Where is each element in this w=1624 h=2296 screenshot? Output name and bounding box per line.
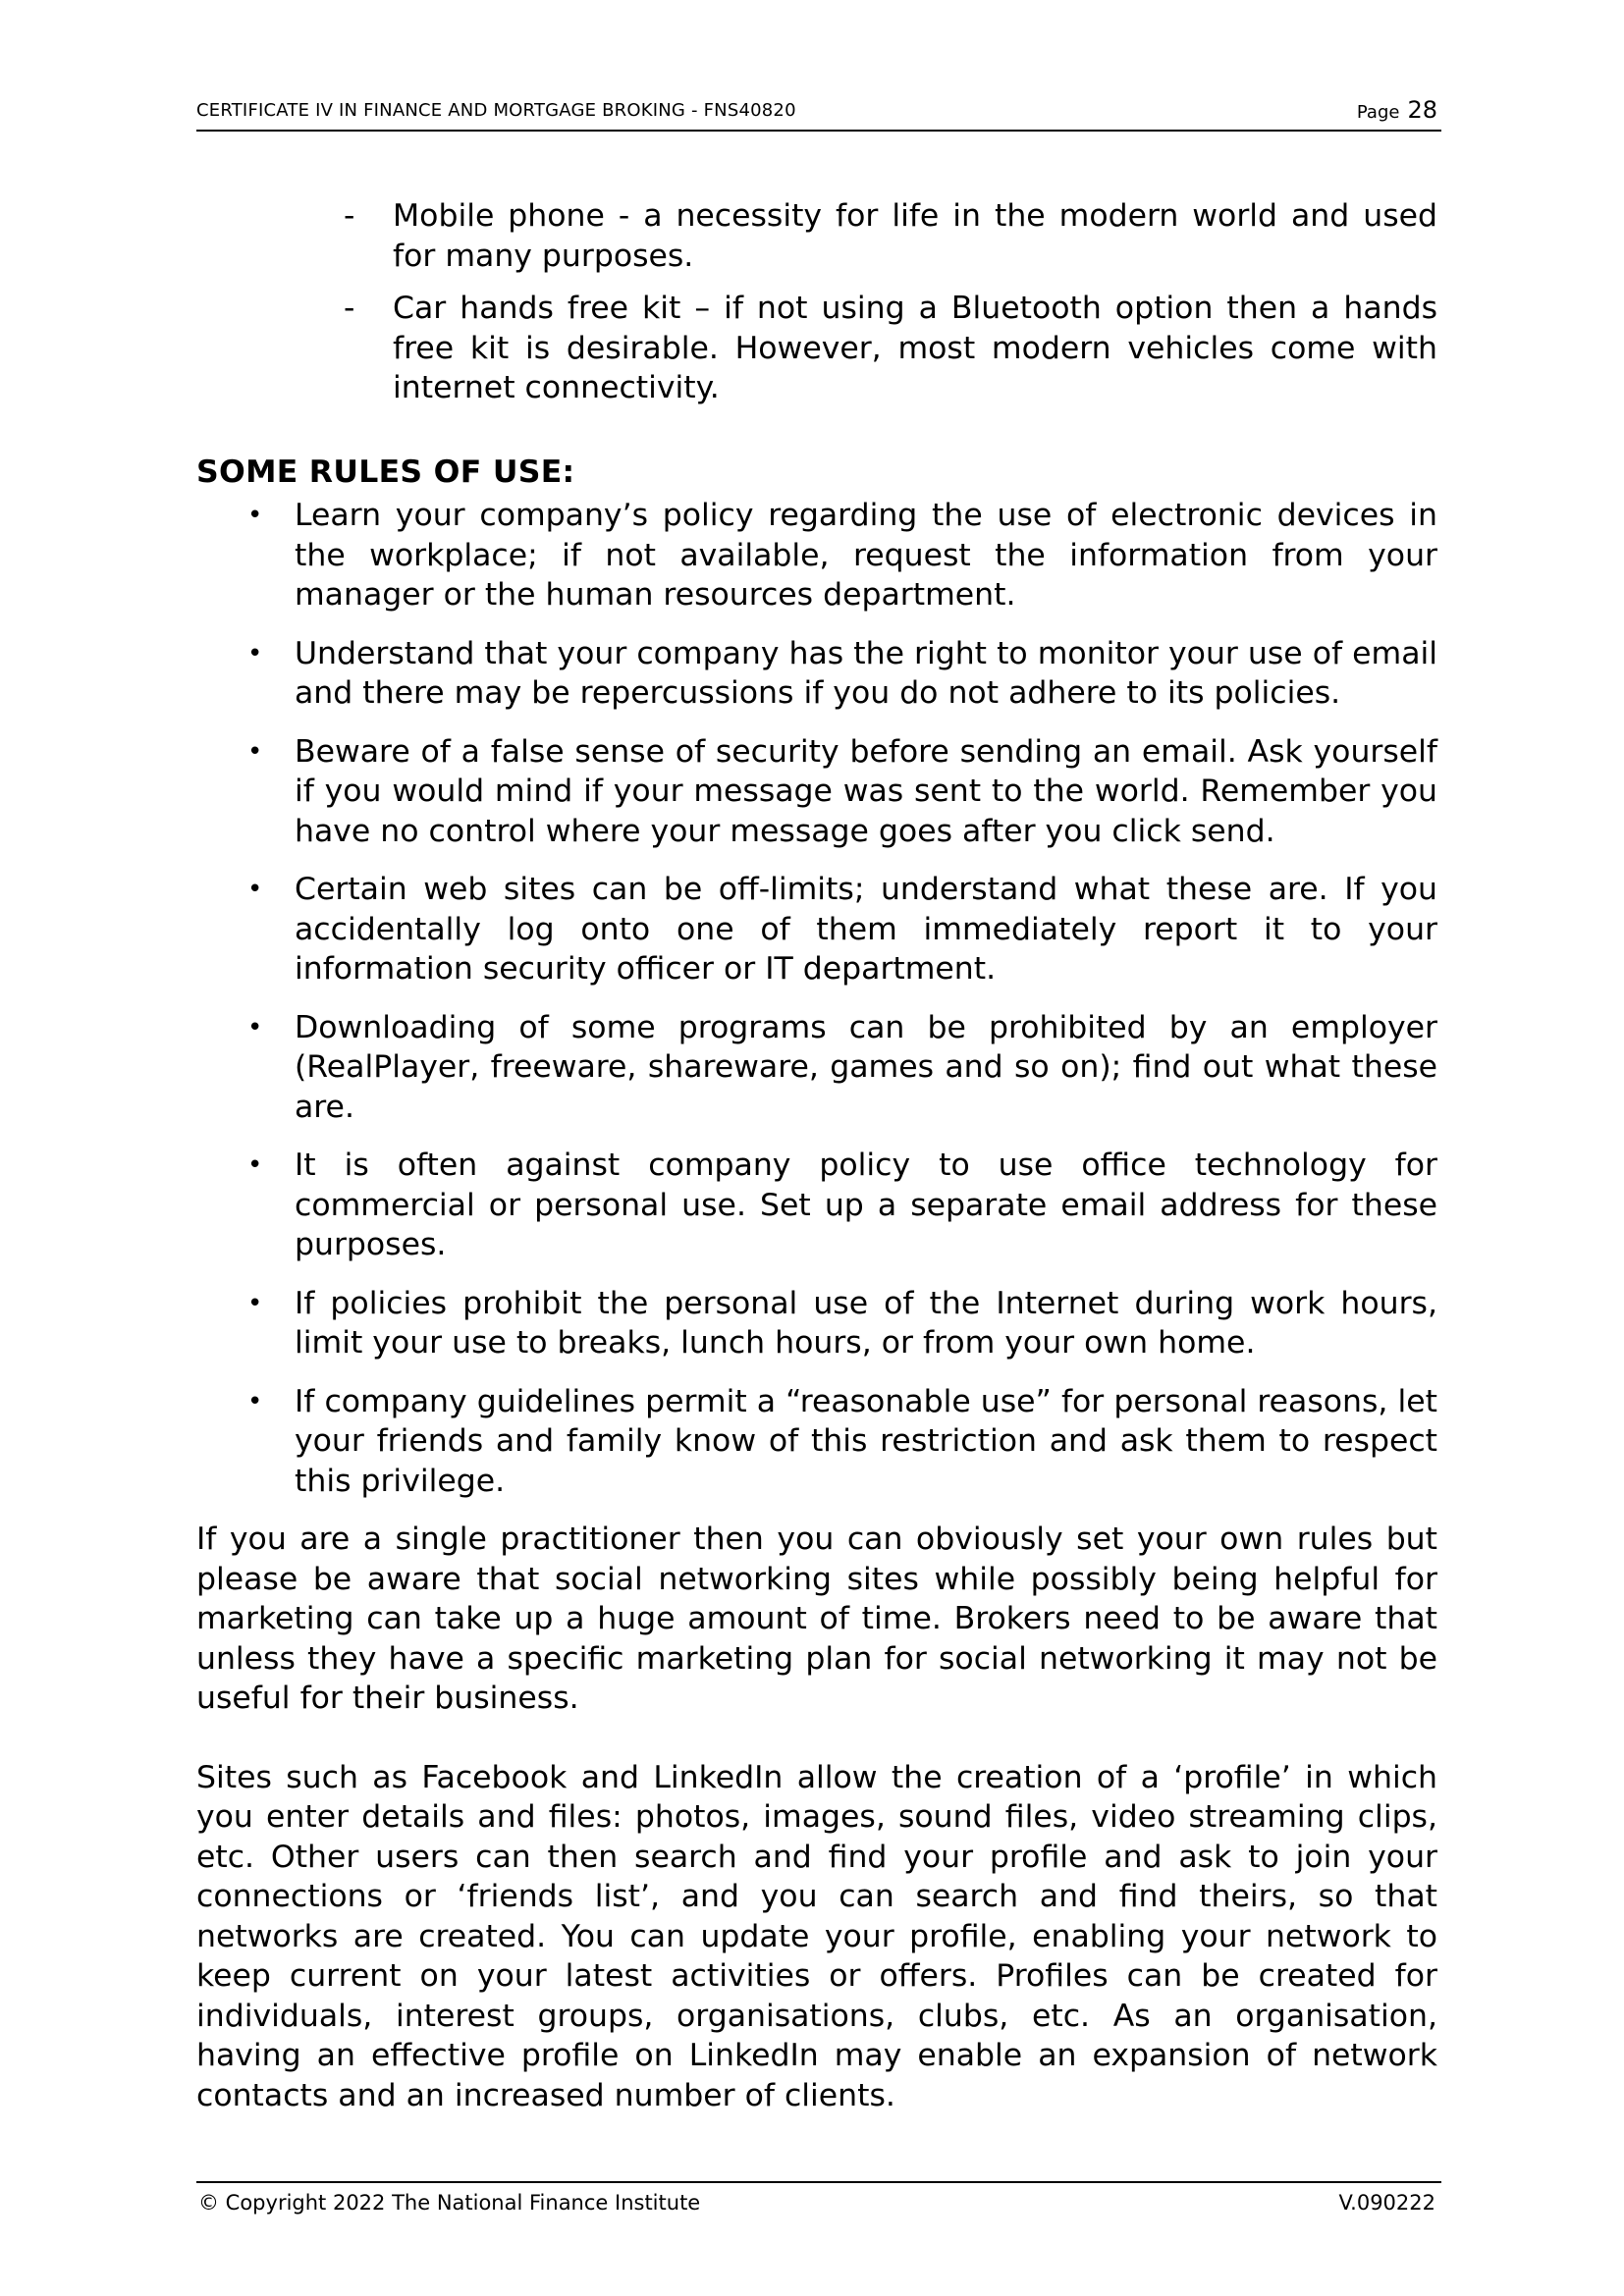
rules-list-item [196,1008,1437,1128]
page-number: 28 [1407,96,1437,124]
rule-text: Understand that your company has the right to monitor your use of email and there may be repercussions if you do not adhere to its policies. [295,635,1437,711]
section-heading: SOME RULES OF USE: [196,454,575,490]
bullet-marker: • [247,1386,263,1416]
rule-text: Learn your company’s policy regarding the use of electronic devices in the workplace; if not available, request the information from your manager or the human resources department. [295,498,1437,613]
page-label: Page [1356,102,1400,123]
dash-item-text: Mobile phone - a necessity for life in the modern world and used for many purposes. [393,198,1437,274]
page-header [196,96,1441,132]
rules-list-item [196,732,1437,852]
dash-item-text: Car hands free kit – if not using a Bluetooth option then a hands free kit is desirable. However, most modern vehicles come with internet connectivity. [393,291,1437,405]
rule-text: If company guidelines permit a “reasonable use” for personal reasons, let your friends and family know of this restriction and ask them to respect this privilege. [295,1383,1437,1499]
body-paragraph: Sites such as Facebook and LinkedIn allow the creation of a ‘profile’ in which you enter details and files: photos, images, sound files, video streaming clips, etc. Other users can then search and find your profile and ask to join your connections or ‘friends list’, and you can search and find theirs, so that networks are created. You can update your profile, enabling your network to keep current on your latest activities or offers. Profiles can be created for individuals, interest groups, organisations, clubs, etc. As an organisation, having an effective profile on LinkedIn may enable an expansion of network contacts and an increased number of clients. [196,1759,1437,2113]
dash-list-item [196,289,1437,408]
page-content [196,196,1437,2115]
bullet-marker: • [247,638,263,668]
rule-text: Downloading of some programs can be prohibited by an employer (RealPlayer, freeware, shareware, games and so on); find out what these are. [295,1009,1437,1125]
dash-marker: - [344,291,355,326]
page-footer [196,2181,1441,2215]
body-paragraph: If you are a single practitioner then you can obviously set your own rules but please be aware that social networking sites while possibly being helpful for marketing can take up a huge amount of time. Brokers need to be aware that unless they have a specific marketing plan for social networking it may not be useful for their business. [196,1522,1437,1716]
rule-text: Certain web sites can be off-limits; understand what these are. If you accidentally log onto one of them immediately report it to your information security officer or IT department. [295,872,1437,987]
footer-version: V.090222 [1338,2191,1435,2215]
rules-list-item [196,496,1437,615]
rules-list-item [196,1382,1437,1502]
header-title: CERTIFICATE IV IN FINANCE AND MORTGAGE BROKING - FNS40820 [196,100,796,121]
bullet-marker: • [247,501,263,530]
bullet-marker: • [247,1012,263,1042]
footer-copyright: © Copyright 2022 The National Finance Institute [198,2191,701,2215]
bullet-marker: • [247,736,263,767]
rule-text: Beware of a false sense of security before sending an email. Ask yourself if you would mind if your message was sent to the world. Remember you have no control where your message goes after you click send. [295,733,1437,849]
header-page-number [1357,96,1437,124]
rules-list-item [196,870,1437,989]
bullet-marker: • [247,1150,263,1180]
rule-text: If policies prohibit the personal use of the Internet during work hours, limit your use to breaks, lunch hours, or from your own home. [295,1285,1437,1361]
rules-list-item [196,1146,1437,1265]
bullet-marker: • [247,875,263,904]
dash-list-item [196,196,1437,276]
bullet-marker: • [247,1288,263,1318]
rule-text: It is often against company policy to use office technology for commercial or personal use. Set up a separate email address for these purposes. [295,1148,1437,1262]
rules-list [196,496,1437,1501]
rules-list-item [196,634,1437,714]
dash-marker: - [344,198,355,234]
rules-list-item [196,1284,1437,1363]
dash-list [196,196,1437,408]
